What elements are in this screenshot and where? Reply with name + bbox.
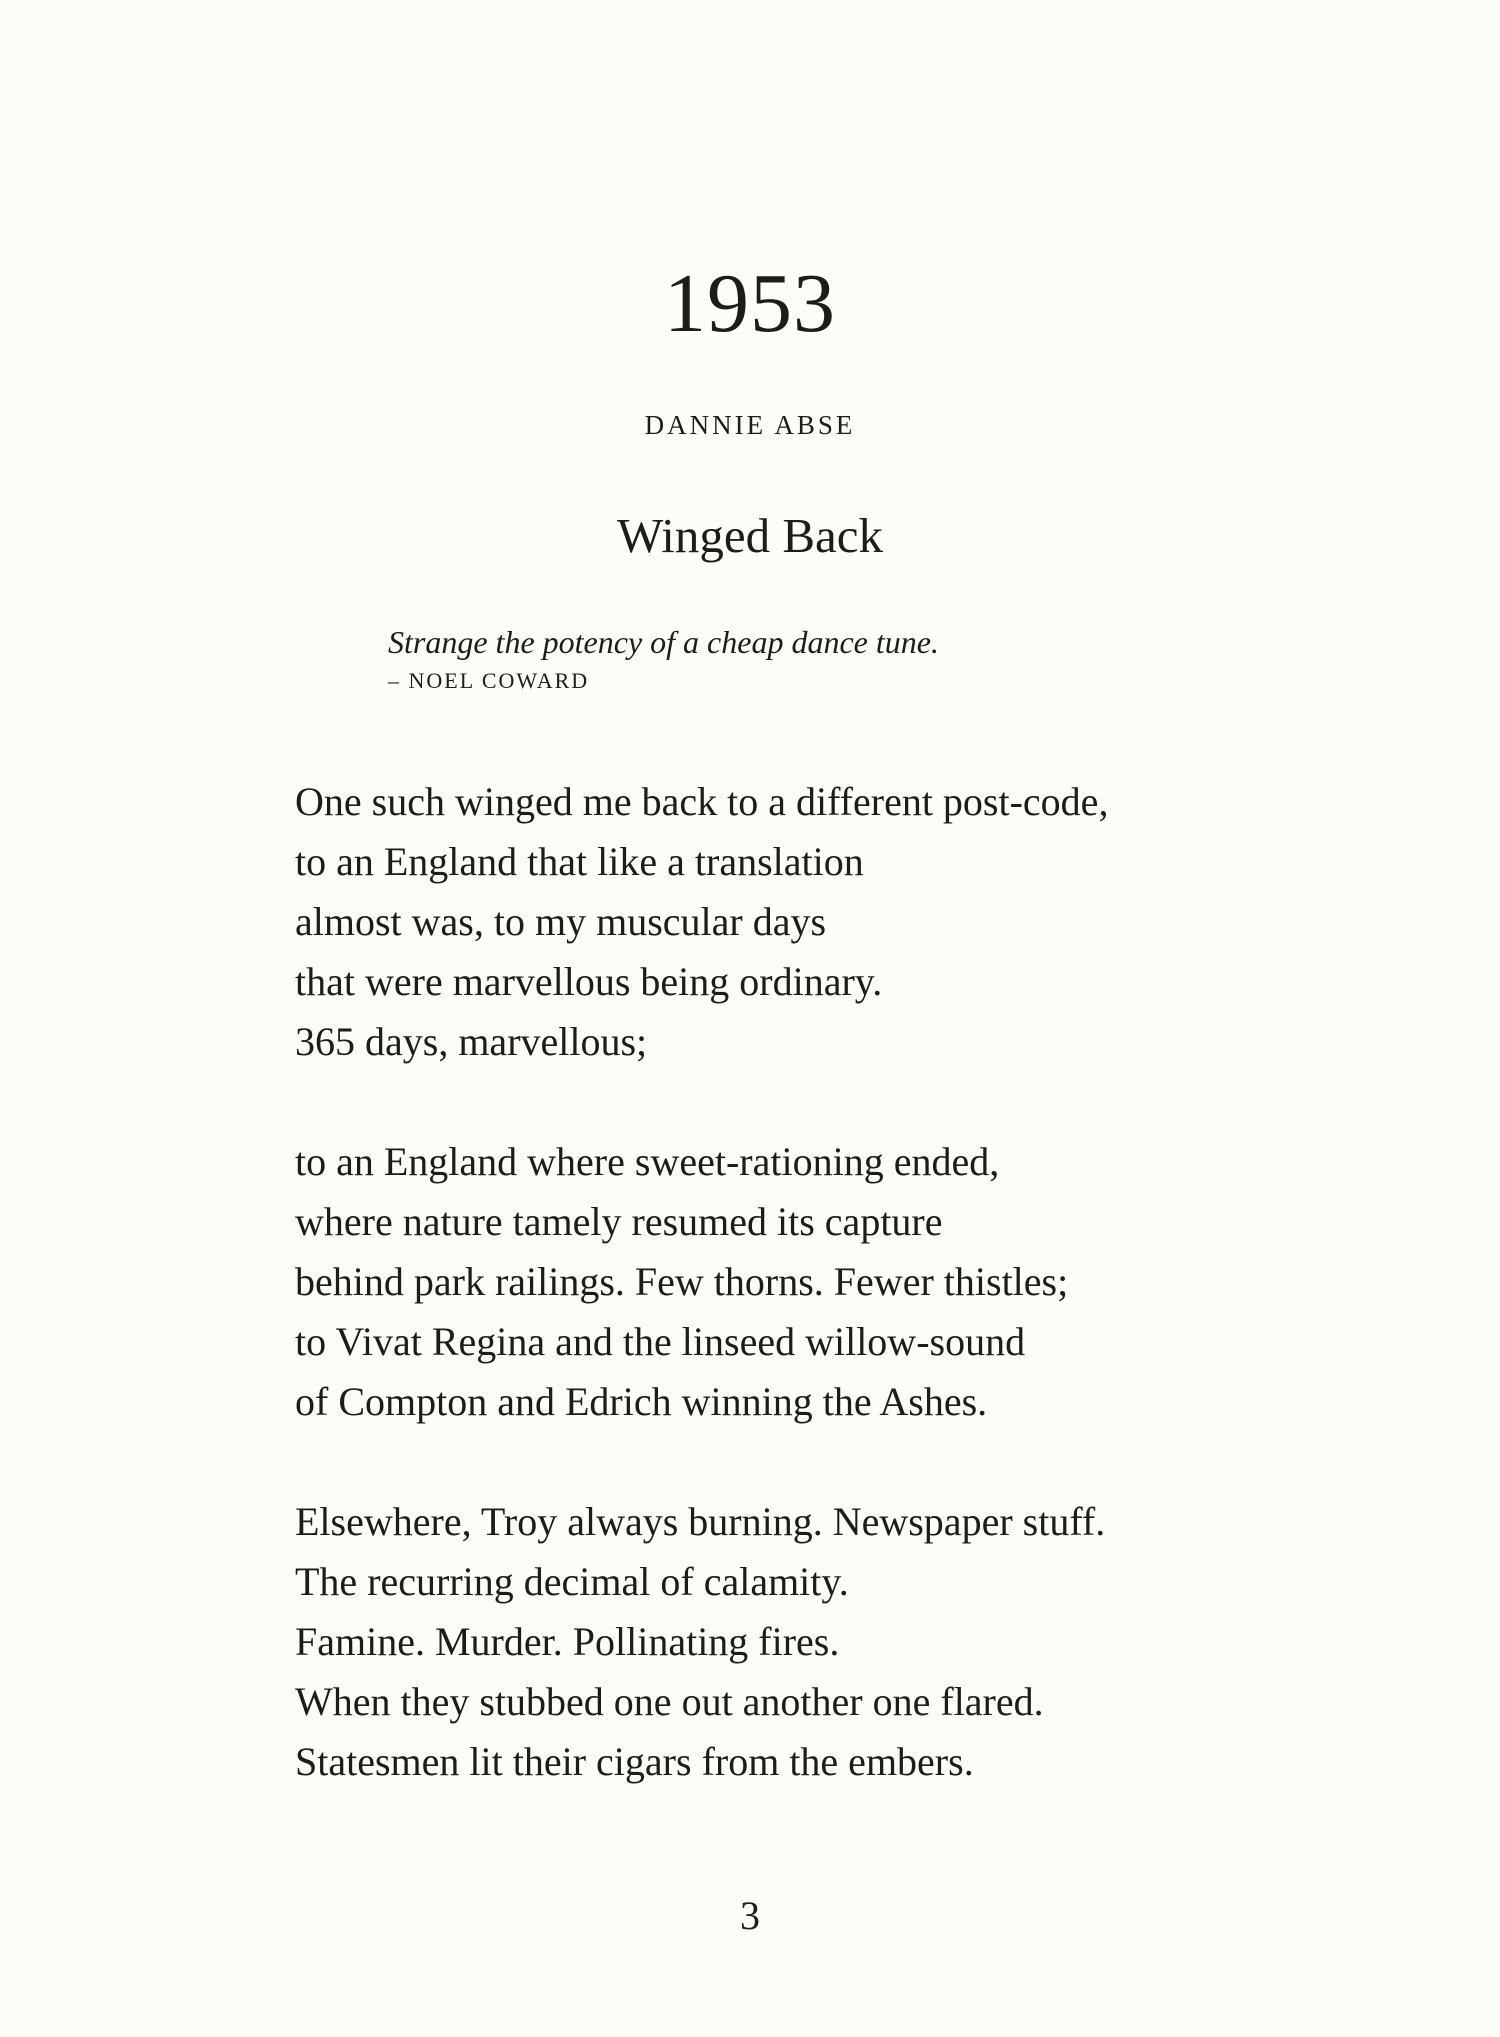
poem-title: Winged Back [616, 508, 884, 563]
poem-line: 365 days, marvellous; [295, 1019, 648, 1064]
stanza-3 [295, 1492, 1295, 1792]
poem-line: to an England that like a translation [295, 839, 864, 884]
epigraph [388, 622, 939, 700]
poem-line: that were marvellous being ordinary. [295, 959, 883, 1004]
stanza-1 [295, 772, 1295, 1072]
poem-line: almost was, to my muscular days [295, 899, 827, 944]
epigraph-text: Strange the potency of a cheap dance tune. [388, 624, 939, 660]
poem-body [295, 772, 1295, 1852]
poem-line: Statesmen lit their cigars from the embers. [295, 1739, 974, 1784]
stanza-2 [295, 1132, 1295, 1432]
poem-line: of Compton and Edrich winning the Ashes. [295, 1379, 988, 1424]
section-year-heading: 1953 [664, 257, 836, 350]
poem-line: The recurring decimal of calamity. [295, 1559, 849, 1604]
page-number: 3 [740, 1893, 760, 1938]
poem-line: to an England where sweet-rationing ended, [295, 1139, 1000, 1184]
poem-author: DANNIE ABSE [644, 410, 856, 440]
epigraph-attribution: – NOEL COWARD [388, 668, 590, 693]
poem-line: Famine. Murder. Pollinating fires. [295, 1619, 840, 1664]
poem-line: where nature tamely resumed its capture [295, 1199, 943, 1244]
poem-line: One such winged me back to a different post-code, [295, 779, 1109, 824]
poem-line: When they stubbed one out another one flared. [295, 1679, 1044, 1724]
poem-line: to Vivat Regina and the linseed willow-sound [295, 1319, 1026, 1364]
poem-line: behind park railings. Few thorns. Fewer thistles; [295, 1259, 1069, 1304]
poem-line: Elsewhere, Troy always burning. Newspaper stuff. [295, 1499, 1106, 1544]
